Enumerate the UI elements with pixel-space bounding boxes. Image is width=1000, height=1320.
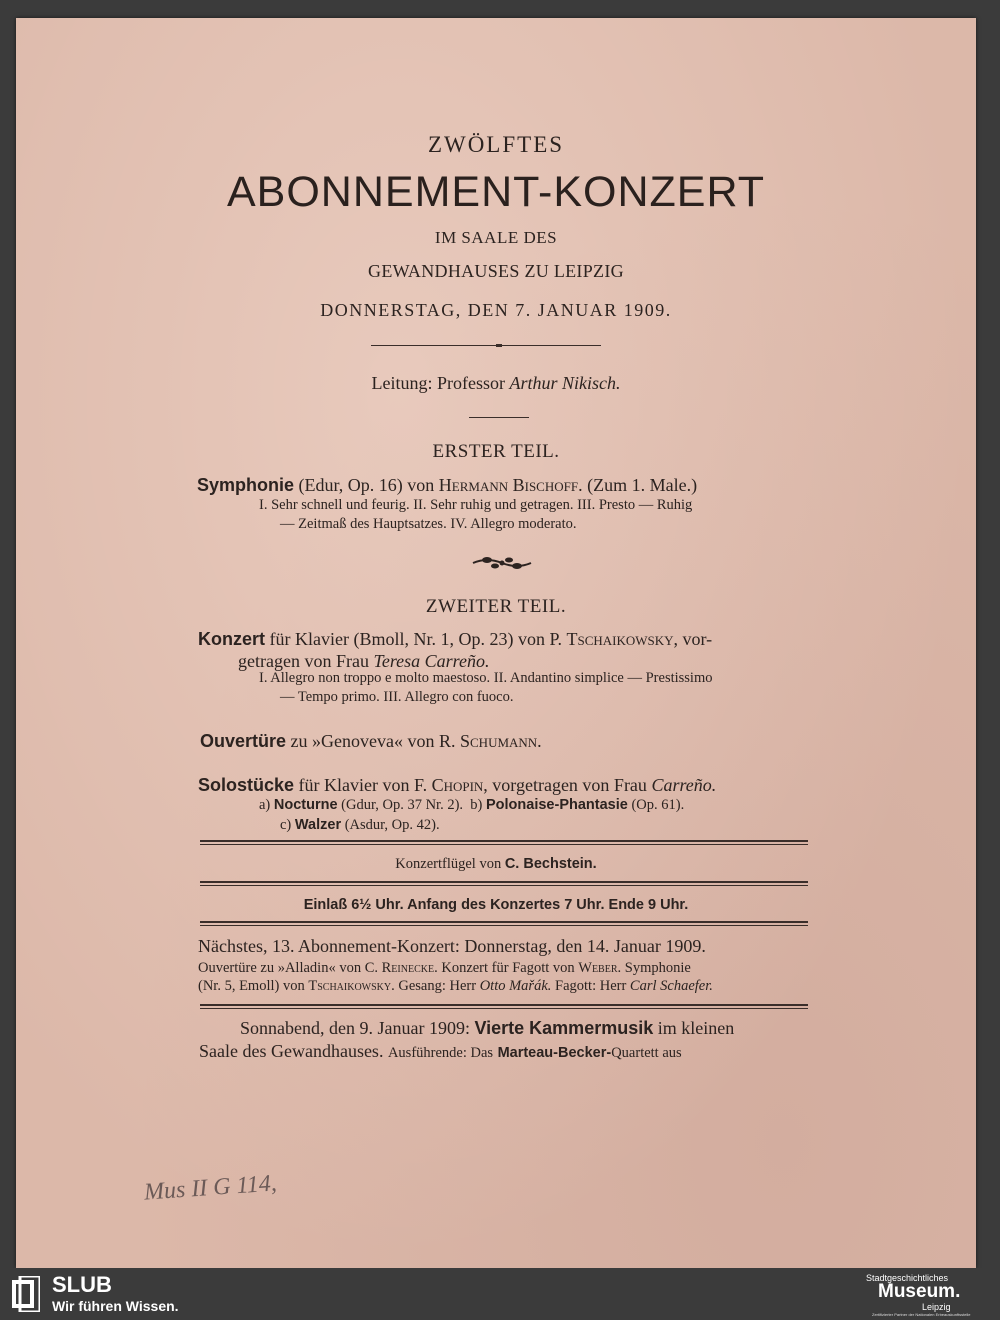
slub-logo-icon [12, 1276, 40, 1312]
symphony-line [197, 475, 697, 496]
next-concert-line-2 [198, 960, 691, 977]
concerto-movements-2: — Tempo primo. III. Allegro con fuoco. [280, 689, 514, 705]
concerto-detail-end: vor- [682, 629, 713, 649]
solos-line [198, 775, 716, 796]
next-concert-line-1: Nächstes, 13. Abonnement-Konzert: Donnerstag, den 14. Januar 1909. [198, 936, 706, 956]
solo-b-label: b) [470, 797, 483, 813]
solos-detail-end: vorgetragen von Frau [492, 775, 647, 795]
symphony-movements-1: I. Sehr schnell und feurig. II. Sehr ruhig und getragen. III. Presto — Ruhig [259, 497, 693, 513]
chamber-title: Vierte Kammermusik [474, 1018, 654, 1038]
venue-line-1: IM SAALE DES [434, 228, 558, 247]
next-line3-a: (Nr. 5, Emoll) von [198, 978, 305, 994]
solo-c-title: Walzer [294, 817, 342, 833]
footer-bar [0, 1268, 1000, 1320]
concerto-line-1 [198, 629, 712, 650]
chamber-line-1 [240, 1018, 734, 1039]
symphony-composer: Hermann Bischoff. [438, 475, 583, 495]
symphony-detail: (Edur, Op. 16) von [298, 475, 435, 495]
chamber-line2-a: Saale des Gewandhauses. [199, 1041, 384, 1061]
solo-c-label: c) [280, 817, 292, 833]
solo-pieces-line-2 [280, 817, 440, 834]
next-composer-2: Weber. [578, 960, 622, 976]
symphony-title: Symphonie [197, 475, 295, 495]
conductor-line [16, 373, 976, 394]
solos-title: Solostücke [198, 775, 295, 795]
overture-line [200, 731, 542, 752]
slub-tagline: Wir führen Wissen. [52, 1298, 179, 1314]
double-rule-1 [200, 840, 808, 845]
chamber-ensemble: Marteau-Becker- [497, 1045, 612, 1061]
solos-composer: Chopin, [431, 775, 488, 795]
symphony-note: (Zum 1. Male.) [587, 475, 698, 495]
piano-maker: C. Bechstein. [504, 856, 597, 872]
overture-title: Ouvertüre [200, 731, 287, 751]
program-sheet [16, 18, 976, 1268]
museum-name: Museum. [878, 1281, 961, 1302]
next-composer-3: Tschaikowsky. [308, 978, 395, 994]
solo-a-title: Nocturne [273, 797, 338, 813]
double-rule-4 [200, 1004, 808, 1009]
next-singer: Otto Mařák. [479, 978, 552, 994]
chamber-line2-b: Ausführende: Das [387, 1045, 494, 1061]
concerto-title: Konzert [198, 629, 265, 649]
conductor-name: Arthur Nikisch. [509, 373, 621, 393]
solo-a-label: a) [259, 797, 271, 813]
concerto-line-2 [238, 651, 489, 672]
piano-line [16, 856, 976, 873]
part-1-heading: ERSTER TEIL. [432, 441, 560, 462]
concerto-line-2-start: getragen von Frau [238, 651, 369, 671]
symphony-movements-2: — Zeitmaß des Hauptsatzes. IV. Allegro moderato. [280, 516, 577, 532]
short-divider [469, 417, 529, 418]
solo-c-detail: (Asdur, Op. 42). [344, 817, 440, 833]
museum-city: Leipzig [922, 1302, 951, 1312]
chamber-line-2 [199, 1041, 682, 1062]
overture-detail: zu »Genoveva« von R. [290, 731, 456, 751]
concert-title: ABONNEMENT-KONZERT [226, 168, 766, 216]
venue-line-2: GEWANDHAUSES ZU LEIPZIG [368, 261, 624, 281]
chamber-line2-c: Quartett aus [611, 1045, 682, 1061]
double-rule-3 [200, 921, 808, 926]
handwritten-shelfmark: Mus II G 114, [143, 1170, 278, 1206]
concerto-composer: Tschaikowsky, [566, 629, 679, 649]
next-concert-line-3 [198, 978, 713, 995]
slub-name: SLUB [52, 1272, 112, 1297]
ordinal-heading: ZWÖLFTES [427, 132, 565, 157]
next-line3-c: Fagott: Herr [555, 978, 627, 994]
concerto-detail: für Klavier (Bmoll, Nr. 1, Op. 23) von P. [269, 629, 562, 649]
solo-b-title: Polonaise-Phantasie [486, 797, 628, 813]
chamber-line1-a: Sonnabend, den 9. Januar 1909: [240, 1018, 470, 1038]
concerto-soloist: Teresa Carreño. [373, 651, 490, 671]
concert-times: Einlaß 6½ Uhr. Anfang des Konzertes 7 Uhr. Ende 9 Uhr. [303, 897, 689, 913]
solo-pieces-line-1 [259, 797, 684, 814]
next-line2-a: Ouvertüre zu »Alladin« von C. [198, 960, 379, 976]
solo-b-detail: (Op. 61). [631, 797, 685, 813]
divider-center-dot [496, 344, 502, 347]
next-bassoonist: Carl Schaefer. [629, 978, 713, 994]
next-line3-b: Gesang: Herr [398, 978, 477, 994]
next-composer-1: Reinecke. [381, 960, 438, 976]
next-line2-b: Konzert für Fagott von [441, 960, 575, 976]
solo-a-detail: (Gdur, Op. 37 Nr. 2). [341, 797, 464, 813]
next-line2-c: Symphonie [624, 960, 691, 976]
floral-ornament-icon [471, 554, 533, 572]
concerto-movements-1: I. Allegro non troppo e molto maestoso. II. Andantino simplice — Prestissimo [259, 670, 713, 686]
divider-ornament-rule [371, 345, 601, 346]
museum-note: Zertifizierter Partner der Nationalen Erbeauskunftsstelle [872, 1312, 971, 1317]
part-2-heading: ZWEITER TEIL. [425, 596, 567, 617]
chamber-line1-b: im kleinen [657, 1018, 735, 1038]
conductor-label: Leitung: Professor [371, 373, 505, 393]
solos-detail: für Klavier von F. [298, 775, 428, 795]
piano-label: Konzertflügel von [395, 856, 502, 872]
overture-composer: Schumann. [460, 731, 542, 751]
solos-soloist: Carreño. [651, 775, 717, 795]
concert-date: DONNERSTAG, DEN 7. JANUAR 1909. [320, 300, 672, 320]
double-rule-2 [200, 881, 808, 886]
museum-small-label: Stadtgeschichtliches [866, 1273, 949, 1283]
